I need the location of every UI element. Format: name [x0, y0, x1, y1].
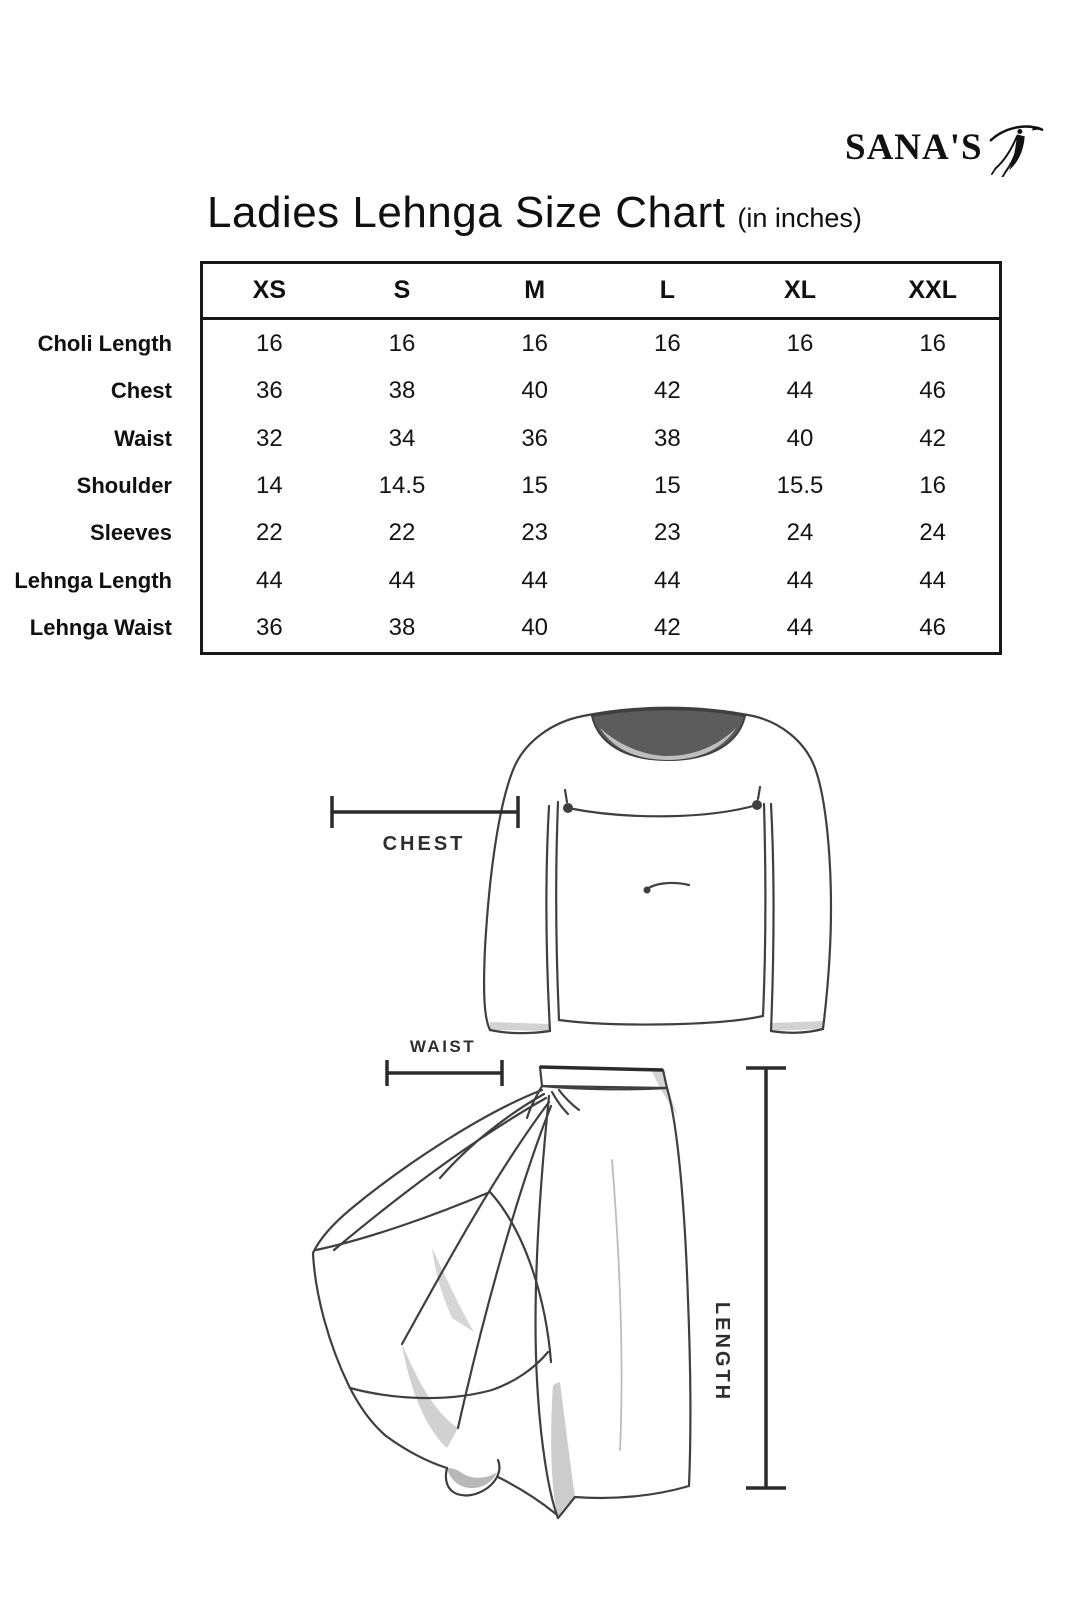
chest-measure-label: CHEST: [382, 833, 466, 855]
measurement-row-label: Shoulder: [76, 472, 172, 498]
table-row: [203, 462, 999, 509]
size-value-cell: 23: [653, 519, 681, 547]
choli-hem: [559, 1016, 763, 1025]
dancer-flourish-icon: [987, 117, 1045, 177]
brand-logo: [845, 116, 1055, 178]
flounce-hem-to-tip: [498, 1477, 556, 1514]
size-value-cell: 36: [255, 614, 283, 642]
size-value-cell: 40: [786, 424, 814, 452]
size-value-cell: 22: [255, 519, 283, 547]
size-value-cell: 42: [653, 377, 681, 405]
choli-left-sleeve-inner: [546, 806, 550, 1031]
size-value-cell: 44: [521, 566, 549, 594]
size-value-cell: 36: [521, 424, 549, 452]
size-value-cell: 15.5: [776, 471, 824, 499]
page-title-row: [207, 188, 862, 238]
page-title-units: (in inches): [737, 203, 862, 233]
flare-lower-hem: [386, 1436, 447, 1468]
size-chart-body: [203, 320, 999, 652]
size-value-cell: 16: [653, 329, 681, 357]
size-value-cell: 15: [521, 471, 549, 499]
page-title: Ladies Lehnga Size Chart: [207, 188, 726, 237]
choli-right-sleeve-inner: [771, 804, 774, 1031]
lehnga-waistband-top: [540, 1067, 663, 1070]
size-value-cell: 42: [653, 614, 681, 642]
size-value-cell: 34: [388, 424, 416, 452]
waist-measure-label: WAIST: [409, 1037, 477, 1056]
size-value-cell: 36: [255, 377, 283, 405]
table-row: [203, 320, 999, 367]
choli-center-dart-dot: [644, 887, 651, 894]
chest-seam-left-dot: [563, 803, 573, 813]
size-value-cell: 46: [919, 377, 947, 405]
mid-fold-shade: [432, 1248, 474, 1332]
size-value-cell: 44: [919, 566, 947, 594]
choli-center-dart: [646, 883, 689, 890]
size-value-cell: 44: [786, 377, 814, 405]
size-value-cell: 44: [255, 566, 283, 594]
choli-chest-seam: [568, 805, 757, 816]
chest-seam-right-dot: [752, 800, 762, 810]
measurement-row-label: Lehnga Length: [14, 567, 172, 593]
size-value-cell: 16: [255, 329, 283, 357]
size-value-cell: 38: [388, 377, 416, 405]
size-value-cell: 22: [388, 519, 416, 547]
measurement-row-label: Chest: [110, 378, 172, 404]
waist-measure: [387, 1037, 502, 1086]
size-value-cell: 42: [919, 424, 947, 452]
chest-measure: [332, 796, 518, 855]
right-panel-crease: [612, 1160, 622, 1450]
size-value-cell: 38: [388, 614, 416, 642]
size-value-cell: 44: [388, 566, 416, 594]
size-column-header: L: [659, 276, 675, 304]
chest-seam-left-tick: [565, 790, 567, 802]
underlayer-fold: [490, 1192, 551, 1362]
table-row: [203, 557, 999, 604]
table-row: [203, 367, 999, 414]
size-value-cell: 15: [653, 471, 681, 499]
size-chart-table: [200, 261, 1002, 655]
choli-neckline: [592, 709, 745, 760]
flare-left-edge: [313, 1253, 386, 1436]
size-value-cell: 38: [653, 424, 681, 452]
fold-line-2: [402, 1102, 549, 1344]
size-value-cell: 46: [919, 614, 947, 642]
brand-name: SANA'S: [845, 126, 983, 168]
underlayer-hem-1: [316, 1192, 490, 1250]
underlayer-hem-2: [350, 1352, 548, 1398]
size-column-header: M: [524, 276, 546, 304]
chest-seam-right-tick: [758, 787, 760, 799]
size-value-cell: 40: [521, 377, 549, 405]
length-measure-label: LENGTH: [711, 1301, 733, 1403]
measurement-row-label: Lehnga Waist: [29, 615, 172, 641]
size-value-cell: 44: [653, 566, 681, 594]
size-value-cell: 16: [388, 329, 416, 357]
size-value-cell: 14.5: [378, 471, 426, 499]
measurement-row-label: Sleeves: [90, 520, 172, 546]
size-value-cell: 16: [919, 471, 947, 499]
table-row: [203, 510, 999, 557]
waist-gather-1: [552, 1092, 568, 1114]
size-chart-row-labels: [0, 320, 172, 652]
flare-outer-edge: [313, 1090, 542, 1253]
size-column-header: XS: [252, 276, 286, 304]
choli-right-cuff-shade: [771, 1021, 823, 1031]
size-column-header: S: [393, 276, 411, 304]
size-value-cell: 24: [919, 519, 947, 547]
lehnga-sketch: [313, 1067, 690, 1518]
garment-measurement-diagram: [280, 690, 840, 1550]
size-value-cell: 16: [786, 329, 814, 357]
table-row: [203, 415, 999, 462]
size-column-header: XL: [784, 276, 816, 304]
size-value-cell: 16: [521, 329, 549, 357]
size-chart-header-row: [203, 264, 999, 320]
size-value-cell: 44: [786, 566, 814, 594]
size-value-cell: 44: [786, 614, 814, 642]
choli-left-sleeve-outer: [484, 716, 583, 1030]
left-fold-shade: [402, 1344, 458, 1448]
measurement-row-label: Choli Length: [37, 330, 172, 356]
size-value-cell: 40: [521, 614, 549, 642]
size-value-cell: 14: [255, 471, 283, 499]
choli-left-cuff-shade: [490, 1022, 550, 1031]
length-measure: [711, 1068, 786, 1488]
choli-right-body-edge: [763, 804, 765, 1016]
size-value-cell: 32: [255, 424, 283, 452]
front-pleat-shade: [551, 1382, 575, 1518]
table-row: [203, 605, 999, 652]
size-value-cell: 16: [919, 329, 947, 357]
measurement-row-label: Waist: [114, 425, 172, 451]
choli-left-body-edge: [556, 802, 559, 1020]
lehnga-right-edge: [667, 1088, 690, 1486]
size-value-cell: 24: [786, 519, 814, 547]
lehnga-right-hem: [575, 1486, 689, 1498]
size-value-cell: 23: [521, 519, 549, 547]
size-column-header: XXL: [908, 276, 957, 304]
choli-sketch: [484, 708, 831, 1033]
